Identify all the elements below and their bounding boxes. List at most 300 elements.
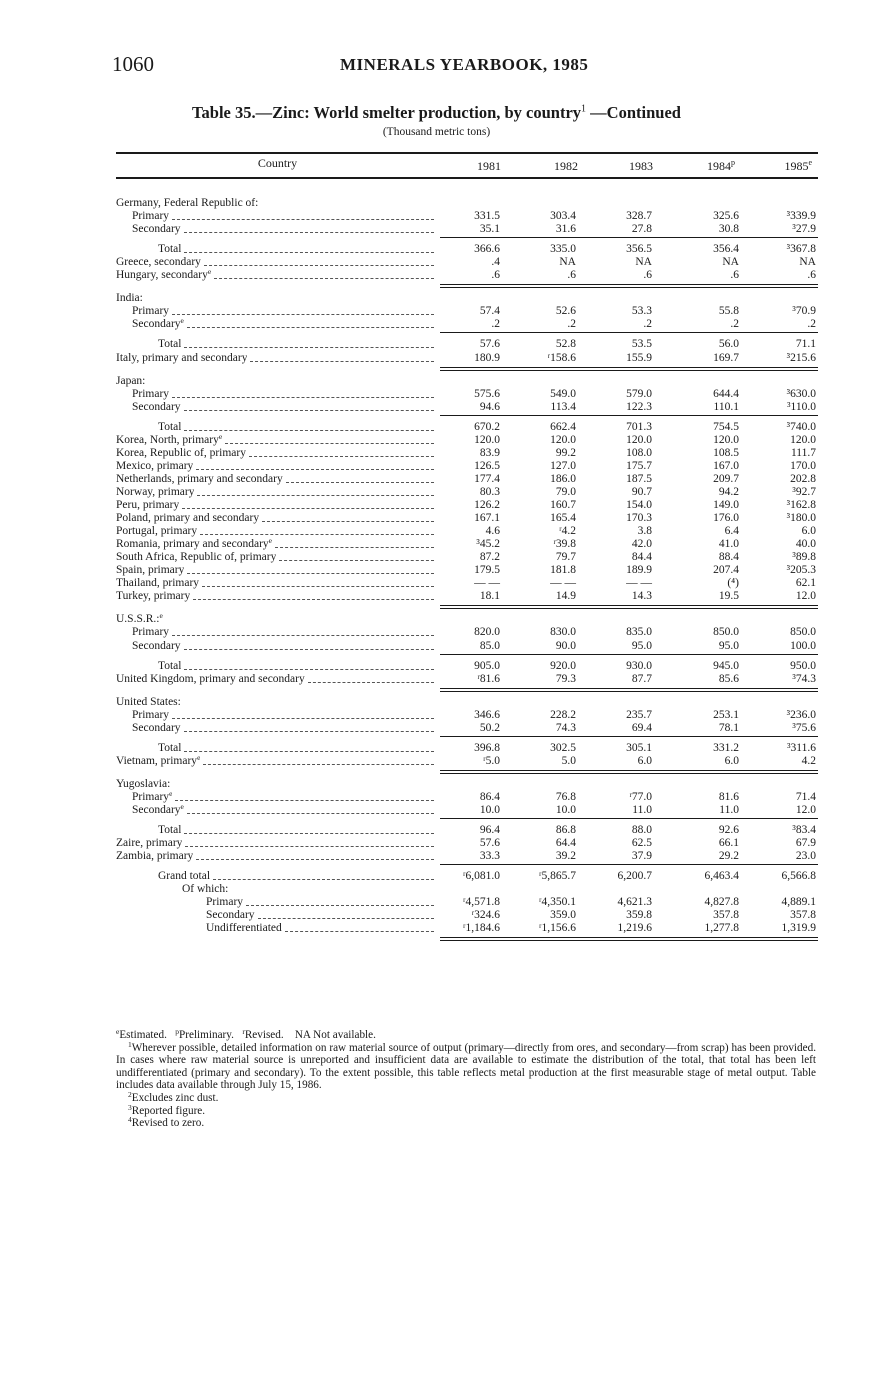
row-dot-leader <box>279 548 434 561</box>
row-label-text: Primary <box>132 387 170 400</box>
value-cell: 6.0 <box>801 525 816 538</box>
table-row <box>0 197 873 210</box>
column-header-year-label: 1983 <box>629 159 653 173</box>
row-label <box>116 460 193 473</box>
row-label-text: Mexico, primary <box>116 459 194 472</box>
value-cell: 169.7 <box>713 351 739 364</box>
value-cell: ³74.3 <box>792 672 816 685</box>
row-label-text: Total <box>158 338 182 351</box>
row-label-text: United States: <box>116 695 181 708</box>
row-label-text: Italy, primary and secondary <box>116 351 248 364</box>
value-cell: 95.0 <box>631 639 652 652</box>
value-cell: 41.0 <box>718 538 739 551</box>
table-title-main: Table 35.—Zinc: World smelter production, by country <box>192 103 582 122</box>
value-cell: 170.0 <box>790 459 816 472</box>
table-row <box>0 778 873 791</box>
table-row <box>0 401 873 414</box>
value-cell: 85.0 <box>479 639 500 652</box>
table-row <box>0 564 873 577</box>
table-row <box>0 538 873 551</box>
value-cell: 14.9 <box>555 590 576 603</box>
value-cell: ³45.2 <box>476 538 500 551</box>
row-label-text: Germany, Federal Republic of: <box>116 197 259 209</box>
value-cell: 19.5 <box>718 590 739 603</box>
row-label-text: Primary <box>132 626 170 639</box>
row-label <box>132 210 169 223</box>
table-row <box>0 660 873 673</box>
value-cell: 1,277.8 <box>704 922 739 935</box>
row-dot-leader <box>187 315 434 328</box>
row-label-text: Secondary <box>206 909 255 922</box>
value-cell: 57.6 <box>479 837 500 850</box>
value-cell: 165.4 <box>550 512 576 525</box>
footnote-1 <box>116 1039 816 1092</box>
row-dot-leader <box>246 893 434 906</box>
table-row <box>0 696 873 709</box>
value-cell: 50.2 <box>479 721 500 734</box>
legend-text: Preliminary. <box>179 1029 234 1041</box>
row-label <box>116 564 184 577</box>
value-cell: ³311.6 <box>787 741 816 754</box>
value-cell: 53.3 <box>631 305 652 318</box>
table-row <box>0 870 873 883</box>
value-cell: 160.7 <box>550 499 576 511</box>
table-row <box>0 613 873 626</box>
value-cell: ʳ39.8 <box>553 538 576 551</box>
legend-text: NA Not available. <box>294 1029 376 1041</box>
row-label <box>116 673 305 686</box>
value-cell: 18.1 <box>479 590 500 603</box>
legend-symbol: p <box>175 1027 180 1036</box>
value-cell: .2 <box>567 318 576 331</box>
value-cell: 366.6 <box>474 243 500 256</box>
row-label <box>116 613 163 626</box>
value-cell: 78.1 <box>718 721 739 734</box>
value-cell: ³215.6 <box>786 351 816 364</box>
table-row <box>0 850 873 863</box>
value-cell: 120.0 <box>626 433 652 446</box>
running-head: MINERALS YEARBOOK, 1985 <box>340 55 589 74</box>
table-row <box>0 709 873 722</box>
footnote-number: 4 <box>128 1115 132 1125</box>
value-cell: ³162.8 <box>786 499 816 511</box>
table-row <box>0 243 873 256</box>
value-cell: 27.8 <box>631 223 652 236</box>
value-cell: .6 <box>730 269 739 282</box>
row-label <box>158 243 181 256</box>
value-cell: 167.1 <box>474 512 500 525</box>
section-rule <box>440 691 818 692</box>
value-cell: 79.3 <box>555 672 576 685</box>
table-row <box>0 269 873 282</box>
table-row <box>0 318 873 331</box>
row-label <box>132 318 184 331</box>
value-cell: 57.6 <box>479 338 500 351</box>
total-rule <box>440 818 818 819</box>
table-row <box>0 896 873 909</box>
value-cell: 335.0 <box>550 243 576 256</box>
value-cell: 87.7 <box>631 672 652 685</box>
value-cell: 64.4 <box>555 837 576 850</box>
value-cell: 325.6 <box>713 210 739 223</box>
value-cell: 69.4 <box>631 721 652 734</box>
table-row <box>0 305 873 318</box>
row-label-text: Romania, primary and secondary <box>116 538 269 551</box>
row-label-text: Yugoslavia: <box>116 777 171 790</box>
value-cell: 644.4 <box>713 387 739 400</box>
row-label <box>116 850 193 863</box>
row-dot-leader <box>204 253 434 266</box>
value-cell: 111.7 <box>790 446 816 459</box>
value-cell: 167.0 <box>713 459 739 472</box>
row-label <box>116 590 190 603</box>
row-label <box>132 791 172 804</box>
value-cell: 37.9 <box>631 850 652 863</box>
value-cell: 126.5 <box>474 459 500 472</box>
value-cell: 835.0 <box>626 626 652 639</box>
value-cell: ³205.3 <box>786 564 816 577</box>
row-label <box>116 837 182 850</box>
row-label <box>132 709 169 722</box>
value-cell: 40.0 <box>795 538 816 551</box>
value-cell: 11.0 <box>719 804 739 816</box>
value-cell: 575.6 <box>474 387 500 400</box>
table-row <box>0 434 873 447</box>
row-dot-leader <box>187 561 434 574</box>
value-cell: 359.8 <box>626 909 652 922</box>
row-label-text: Secondary <box>132 318 181 331</box>
value-cell: 76.8 <box>555 790 576 803</box>
row-label <box>206 896 243 909</box>
row-dot-leader <box>184 335 434 348</box>
row-dot-leader <box>184 821 434 834</box>
value-cell: 35.1 <box>479 223 500 236</box>
row-dot-leader <box>193 587 434 600</box>
value-cell: 53.5 <box>631 338 652 351</box>
value-cell: 42.0 <box>631 538 652 551</box>
value-cell: 79.0 <box>555 485 576 498</box>
total-rule <box>440 864 818 865</box>
footnote-3 <box>116 1102 816 1118</box>
value-cell: .6 <box>643 269 652 282</box>
row-label-text: Vietnam, primary <box>116 754 198 767</box>
row-dot-leader <box>258 906 434 919</box>
legend-symbol: e <box>116 1027 120 1036</box>
value-cell: 6,463.4 <box>704 870 739 883</box>
row-dot-leader <box>225 431 434 444</box>
row-label-text: Total <box>158 824 182 837</box>
row-dot-leader <box>200 522 434 535</box>
value-cell: 177.4 <box>474 472 500 485</box>
row-dot-leader <box>172 623 434 636</box>
footnote-2 <box>116 1089 816 1105</box>
row-label <box>132 388 169 401</box>
value-cell: 120.0 <box>790 433 816 446</box>
row-dot-leader <box>202 574 434 587</box>
footnote-text: Excludes zinc dust. <box>131 1091 219 1104</box>
value-cell: 88.0 <box>631 824 652 837</box>
row-dot-leader <box>184 240 434 253</box>
column-header-year-label: 1982 <box>554 159 578 173</box>
total-rule <box>440 654 818 655</box>
row-label <box>132 804 184 817</box>
value-cell: 96.4 <box>479 824 500 837</box>
row-label-text: Primary <box>206 896 244 909</box>
row-dot-leader <box>184 657 434 670</box>
value-cell: 356.5 <box>626 243 652 256</box>
row-dot-leader <box>213 867 434 880</box>
value-cell: — — <box>474 577 500 590</box>
page-number: 1060 <box>112 52 154 76</box>
value-cell: 66.1 <box>718 837 739 850</box>
value-cell: .4 <box>491 256 500 269</box>
value-cell: 754.5 <box>713 420 739 433</box>
table-row <box>0 673 873 686</box>
row-dot-leader <box>185 834 434 847</box>
value-cell: 29.2 <box>718 850 739 863</box>
row-label-text: Turkey, primary <box>116 590 191 603</box>
table-row <box>0 577 873 590</box>
value-cell: 12.0 <box>795 590 816 603</box>
value-cell: 175.7 <box>626 459 652 472</box>
row-dot-leader <box>172 385 434 398</box>
value-cell: ʳ6,081.0 <box>463 870 500 883</box>
row-dot-leader <box>172 207 434 220</box>
table-row <box>0 525 873 538</box>
row-dot-leader <box>184 220 434 233</box>
row-dot-leader <box>196 847 434 860</box>
value-cell: 52.8 <box>555 338 576 351</box>
section-rule <box>440 773 818 774</box>
footnote-text: Revised to zero. <box>131 1117 205 1130</box>
row-label-footnote-marker: e <box>180 804 184 811</box>
value-cell: 100.0 <box>790 639 816 652</box>
total-rule <box>440 415 818 416</box>
row-label <box>116 434 222 447</box>
value-cell: — — <box>626 577 652 590</box>
row-label <box>132 722 181 735</box>
value-cell: 87.2 <box>479 551 500 564</box>
row-label-text: Secondary <box>132 639 181 652</box>
row-label <box>158 742 181 755</box>
row-label <box>116 538 272 551</box>
table-row <box>0 375 873 388</box>
value-cell: 52.6 <box>555 305 576 318</box>
footnote-number: 3 <box>128 1102 132 1112</box>
value-cell: ʳ158.6 <box>547 351 576 364</box>
total-rule <box>440 237 818 238</box>
value-cell: 181.8 <box>550 564 576 577</box>
table-row <box>0 338 873 351</box>
row-label-text: Total <box>158 741 182 754</box>
section-rule <box>440 367 818 368</box>
row-label-text: Greece, secondary <box>116 256 201 269</box>
footnote-text: Reported figure. <box>131 1104 206 1117</box>
row-label <box>116 778 170 791</box>
value-cell: ³75.6 <box>792 721 816 734</box>
row-label-text: Japan: <box>116 374 146 387</box>
row-dot-leader <box>184 418 434 431</box>
row-dot-leader <box>184 739 434 752</box>
table-row <box>0 352 873 365</box>
value-cell: 186.0 <box>550 472 576 485</box>
row-label <box>158 824 181 837</box>
value-cell: 86.8 <box>555 824 576 837</box>
row-label <box>206 909 255 922</box>
value-cell: 154.0 <box>626 499 652 511</box>
value-cell: ³83.4 <box>792 824 816 837</box>
value-cell: ʳ4.2 <box>559 525 576 538</box>
table-row <box>0 210 873 223</box>
value-cell: 108.5 <box>713 446 739 459</box>
row-label-text: Secondary <box>132 721 181 734</box>
value-cell: 62.5 <box>631 837 652 850</box>
section-rule <box>440 940 818 941</box>
row-label-footnote-marker: e <box>169 790 173 798</box>
section-rule <box>440 370 818 371</box>
table-row <box>0 742 873 755</box>
row-dot-leader <box>214 266 434 279</box>
value-cell: 6.0 <box>724 754 739 767</box>
row-label-text: Peru, primary <box>116 499 180 511</box>
row-label <box>116 577 199 590</box>
row-label <box>116 375 145 388</box>
row-label-footnote-marker: e <box>268 538 272 546</box>
value-cell: 88.4 <box>718 551 739 564</box>
value-cell: 187.5 <box>626 472 652 485</box>
row-dot-leader <box>172 706 434 719</box>
value-cell: ʳ1,156.6 <box>539 922 576 935</box>
row-label-text: Of which: <box>182 883 229 896</box>
value-cell: 670.2 <box>474 420 500 433</box>
value-cell: 12.0 <box>795 804 816 816</box>
row-label-footnote-marker: e <box>159 613 163 621</box>
value-cell: 94.6 <box>479 400 500 413</box>
row-label-text: Total <box>158 420 182 433</box>
row-label-text: Poland, primary and secondary <box>116 512 260 525</box>
value-cell: .6 <box>567 269 576 282</box>
row-label-text: Netherlands, primary and secondary <box>116 472 283 485</box>
value-cell: .6 <box>807 269 816 282</box>
value-cell: 850.0 <box>790 626 816 639</box>
value-cell: 95.0 <box>718 639 739 652</box>
value-cell: 79.7 <box>555 551 576 564</box>
value-cell: 55.8 <box>718 305 739 318</box>
value-cell: 23.0 <box>795 850 816 863</box>
legend-symbol: r <box>242 1027 245 1036</box>
value-cell: 180.9 <box>474 351 500 364</box>
value-cell: 86.4 <box>479 790 500 803</box>
column-header-year-marker: p <box>731 158 735 167</box>
row-label-text: Norway, primary <box>116 485 195 498</box>
value-cell: 108.0 <box>626 446 652 459</box>
value-cell: .2 <box>643 318 652 331</box>
value-cell: 80.3 <box>479 485 500 498</box>
table-row <box>0 388 873 401</box>
row-label <box>182 883 228 896</box>
value-cell: 302.5 <box>550 741 576 754</box>
value-cell: ʳ5,865.7 <box>539 870 576 883</box>
value-cell: 62.1 <box>795 577 816 590</box>
value-cell: 209.7 <box>713 472 739 485</box>
row-dot-leader <box>182 496 434 509</box>
value-cell: 94.2 <box>718 485 739 498</box>
value-cell: ³367.8 <box>786 243 816 256</box>
table-row <box>0 292 873 305</box>
legend-text: Estimated. <box>119 1029 167 1041</box>
row-label <box>158 421 181 434</box>
row-dot-leader <box>249 444 434 457</box>
row-label-text: Korea, Republic of, primary <box>116 446 246 459</box>
value-cell: ʳ77.0 <box>629 790 652 803</box>
value-cell: 930.0 <box>626 659 652 672</box>
value-cell: 331.2 <box>713 741 739 754</box>
table-row <box>0 626 873 639</box>
total-rule <box>440 736 818 737</box>
footnote-4 <box>116 1117 816 1130</box>
value-cell: 331.5 <box>474 210 500 223</box>
value-cell: 57.4 <box>479 305 500 318</box>
value-cell: ³740.0 <box>786 420 816 433</box>
value-cell: ³89.8 <box>792 551 816 564</box>
value-cell: 6,566.8 <box>781 870 816 883</box>
value-cell: ³110.0 <box>787 400 816 413</box>
row-label-footnote-marker: e <box>197 754 201 762</box>
row-label-text: Secondary <box>132 804 181 816</box>
row-dot-leader <box>286 470 434 483</box>
value-cell: .2 <box>730 318 739 331</box>
row-label-text: Undifferentiated <box>206 922 282 935</box>
row-label <box>132 305 169 318</box>
row-dot-leader <box>172 302 434 315</box>
value-cell: 71.1 <box>795 338 816 351</box>
row-label <box>116 256 201 269</box>
row-label-text: Hungary, secondary <box>116 269 208 282</box>
value-cell: ʳ324.6 <box>471 909 500 922</box>
value-cell: 303.4 <box>550 210 576 223</box>
value-cell: 357.8 <box>790 909 816 922</box>
value-cell: ʳ1,184.6 <box>463 922 500 935</box>
value-cell: 357.8 <box>713 909 739 922</box>
table-row <box>0 421 873 434</box>
table-row <box>0 551 873 564</box>
value-cell: 346.6 <box>474 708 500 721</box>
value-cell: 83.9 <box>479 446 500 459</box>
value-cell: 830.0 <box>550 626 576 639</box>
value-cell: 85.6 <box>718 672 739 685</box>
table-row <box>0 473 873 486</box>
value-cell: .6 <box>491 269 500 282</box>
row-label-text: Primary <box>132 790 170 803</box>
value-cell: 396.8 <box>474 741 500 754</box>
table-row <box>0 640 873 653</box>
table-subtitle: (Thousand metric tons) <box>382 126 491 138</box>
value-cell: 120.0 <box>713 433 739 446</box>
column-header-year-label: 1984 <box>707 159 731 173</box>
value-cell: 122.3 <box>626 400 652 413</box>
value-cell: 202.8 <box>790 472 816 485</box>
value-cell: 11.0 <box>632 804 652 816</box>
value-cell: 356.4 <box>713 243 739 256</box>
row-label-text: U.S.S.R.: <box>116 613 160 626</box>
value-cell: — — <box>550 577 576 590</box>
value-cell: ³27.9 <box>792 223 816 236</box>
value-cell: 92.6 <box>718 824 739 837</box>
row-label <box>132 626 169 639</box>
row-label-text: Primary <box>132 708 170 721</box>
column-header-year-marker: e <box>808 158 812 167</box>
row-label-text: Thailand, primary <box>116 577 200 590</box>
